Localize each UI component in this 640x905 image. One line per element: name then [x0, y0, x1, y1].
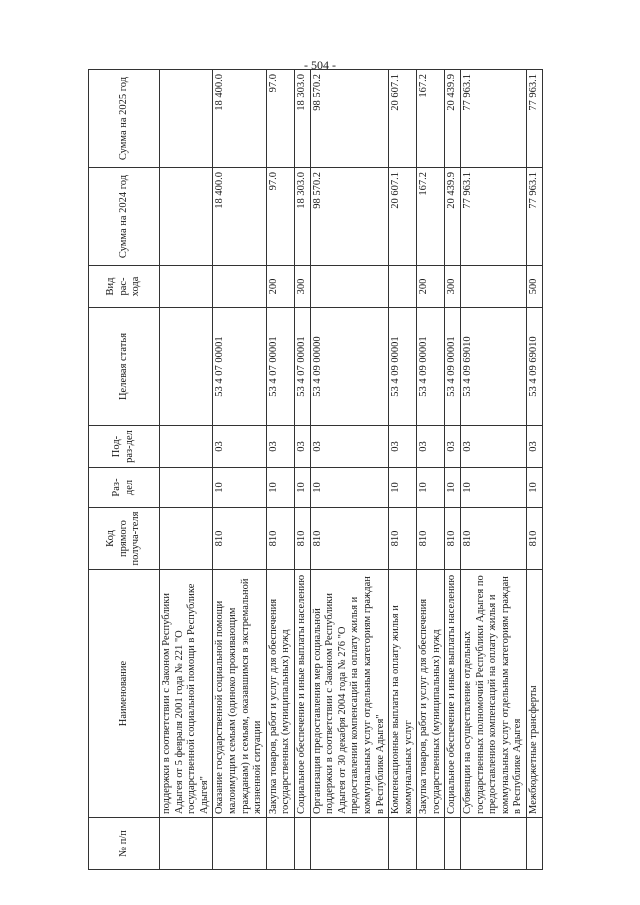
cell-vid: 500 [527, 266, 543, 308]
cell-num [445, 818, 461, 870]
cell-podrazdel: 03 [294, 426, 310, 468]
cell-vid [213, 266, 266, 308]
header-num: № п/п [89, 818, 160, 870]
table-row [527, 70, 543, 870]
header-razdel: Раз-дел [89, 468, 160, 508]
cell-code [160, 508, 213, 570]
cell-razdel: 10 [310, 468, 389, 508]
cell-sum-2024 [160, 168, 213, 266]
cell-sum-2025: 18 303.0 [294, 70, 310, 168]
cell-razdel: 10 [445, 468, 461, 508]
cell-name: Организация предоставления мер социальной поддержки в соответствии с Законом Республики Адыгея от 30 декабря 2004 года № 276 "О предоставлении компенсаций на оплату жилья и коммунальных услуг отдельным категориям граждан в Республике Адыгея" [310, 570, 389, 818]
cell-article: 53 4 07 00001 [266, 308, 294, 426]
cell-razdel: 10 [417, 468, 445, 508]
header-code: Код прямого получа-теля [89, 508, 160, 570]
header-article: Целевая статья [89, 308, 160, 426]
cell-code: 810 [389, 508, 417, 570]
cell-num [266, 818, 294, 870]
cell-sum-2024: 18 400.0 [213, 168, 266, 266]
cell-article: 53 4 07 00001 [294, 308, 310, 426]
cell-podrazdel: 03 [527, 426, 543, 468]
table-header-row [89, 70, 160, 870]
cell-sum-2025 [160, 70, 213, 168]
cell-vid: 300 [294, 266, 310, 308]
cell-article: 53 4 09 69010 [527, 308, 543, 426]
header-sum-2025: Сумма на 2025 год [89, 70, 160, 168]
page-number: - 504 - [304, 58, 336, 72]
cell-sum-2024: 97.0 [266, 168, 294, 266]
table-row [445, 70, 461, 870]
table-row [389, 70, 417, 870]
cell-name: поддержки в соответствии с Законом Республики Адыгея от 5 февраля 2001 года № 221 "О государственной социальной помощи в Республике Адыгея" [160, 570, 213, 818]
cell-vid [160, 266, 213, 308]
cell-razdel: 10 [527, 468, 543, 508]
cell-podrazdel: 03 [461, 426, 527, 468]
cell-name: Закупка товаров, работ и услуг для обеспечения государственных (муниципальных) нужд [417, 570, 445, 818]
cell-sum-2024: 77 963.1 [461, 168, 527, 266]
table-row [294, 70, 310, 870]
cell-vid [461, 266, 527, 308]
cell-sum-2024: 167.2 [417, 168, 445, 266]
cell-sum-2025: 98 570.2 [310, 70, 389, 168]
cell-num [527, 818, 543, 870]
cell-article [160, 308, 213, 426]
header-vid: Вид рас-хода [89, 266, 160, 308]
cell-podrazdel: 03 [310, 426, 389, 468]
cell-podrazdel: 03 [213, 426, 266, 468]
cell-article: 53 4 09 69010 [461, 308, 527, 426]
cell-podrazdel: 03 [266, 426, 294, 468]
cell-sum-2025: 18 400.0 [213, 70, 266, 168]
table-row [310, 70, 389, 870]
cell-podrazdel [160, 426, 213, 468]
header-name: Наименование [89, 570, 160, 818]
cell-sum-2025: 97.0 [266, 70, 294, 168]
table-row [160, 70, 213, 870]
cell-razdel: 10 [461, 468, 527, 508]
cell-razdel: 10 [213, 468, 266, 508]
table-row [213, 70, 266, 870]
cell-num [461, 818, 527, 870]
header-sum-2024: Сумма на 2024 год [89, 168, 160, 266]
cell-sum-2025: 77 963.1 [527, 70, 543, 168]
cell-num [310, 818, 389, 870]
cell-article: 53 4 07 00001 [213, 308, 266, 426]
cell-vid [389, 266, 417, 308]
cell-article: 53 4 09 00001 [389, 308, 417, 426]
cell-num [294, 818, 310, 870]
cell-razdel: 10 [266, 468, 294, 508]
cell-name: Социальное обеспечение и иные выплаты населению [445, 570, 461, 818]
cell-article: 53 4 09 00001 [445, 308, 461, 426]
cell-num [213, 818, 266, 870]
cell-name: Субвенции на осуществление отдельных государственных полномочий Республики Адыгея по предоставлению компенсаций на оплату жилья и коммунальных услуг отдельным категориям граждан в Республике Адыгея [461, 570, 527, 818]
cell-code: 810 [527, 508, 543, 570]
cell-code: 810 [213, 508, 266, 570]
cell-sum-2025: 77 963.1 [461, 70, 527, 168]
cell-podrazdel: 03 [417, 426, 445, 468]
cell-razdel [160, 468, 213, 508]
cell-name: Межбюджетные трансферты [527, 570, 543, 818]
cell-name: Закупка товаров, работ и услуг для обеспечения государственных (муниципальных) нужд [266, 570, 294, 818]
cell-vid: 200 [266, 266, 294, 308]
cell-code: 810 [294, 508, 310, 570]
cell-code: 810 [310, 508, 389, 570]
cell-name: Компенсационные выплаты на оплату жилья и коммунальных услуг [389, 570, 417, 818]
cell-name: Оказание государственной социальной помощи малоимущим семьям (одиноко проживающим гражданам) и семьям, оказавшимся в экстремальной жизненной ситуации [213, 570, 266, 818]
cell-vid: 200 [417, 266, 445, 308]
table-row [461, 70, 527, 870]
cell-sum-2025: 167.2 [417, 70, 445, 168]
cell-num [417, 818, 445, 870]
table-row [266, 70, 294, 870]
cell-podrazdel: 03 [445, 426, 461, 468]
cell-razdel: 10 [389, 468, 417, 508]
cell-code: 810 [417, 508, 445, 570]
budget-table [88, 69, 543, 870]
cell-razdel: 10 [294, 468, 310, 508]
cell-num [160, 818, 213, 870]
cell-sum-2024: 18 303.0 [294, 168, 310, 266]
rotated-table-container [88, 70, 539, 870]
table-row [417, 70, 445, 870]
cell-sum-2024: 98 570.2 [310, 168, 389, 266]
cell-article: 53 4 09 00000 [310, 308, 389, 426]
cell-sum-2024: 77 963.1 [527, 168, 543, 266]
cell-podrazdel: 03 [389, 426, 417, 468]
cell-article: 53 4 09 00001 [417, 308, 445, 426]
cell-code: 810 [445, 508, 461, 570]
cell-sum-2024: 20 607.1 [389, 168, 417, 266]
cell-name: Социальное обеспечение и иные выплаты населению [294, 570, 310, 818]
header-podrazdel: Под-раз-дел [89, 426, 160, 468]
cell-num [389, 818, 417, 870]
cell-vid: 300 [445, 266, 461, 308]
cell-vid [310, 266, 389, 308]
cell-sum-2025: 20 439.9 [445, 70, 461, 168]
cell-sum-2025: 20 607.1 [389, 70, 417, 168]
cell-code: 810 [266, 508, 294, 570]
cell-sum-2024: 20 439.9 [445, 168, 461, 266]
cell-code: 810 [461, 508, 527, 570]
